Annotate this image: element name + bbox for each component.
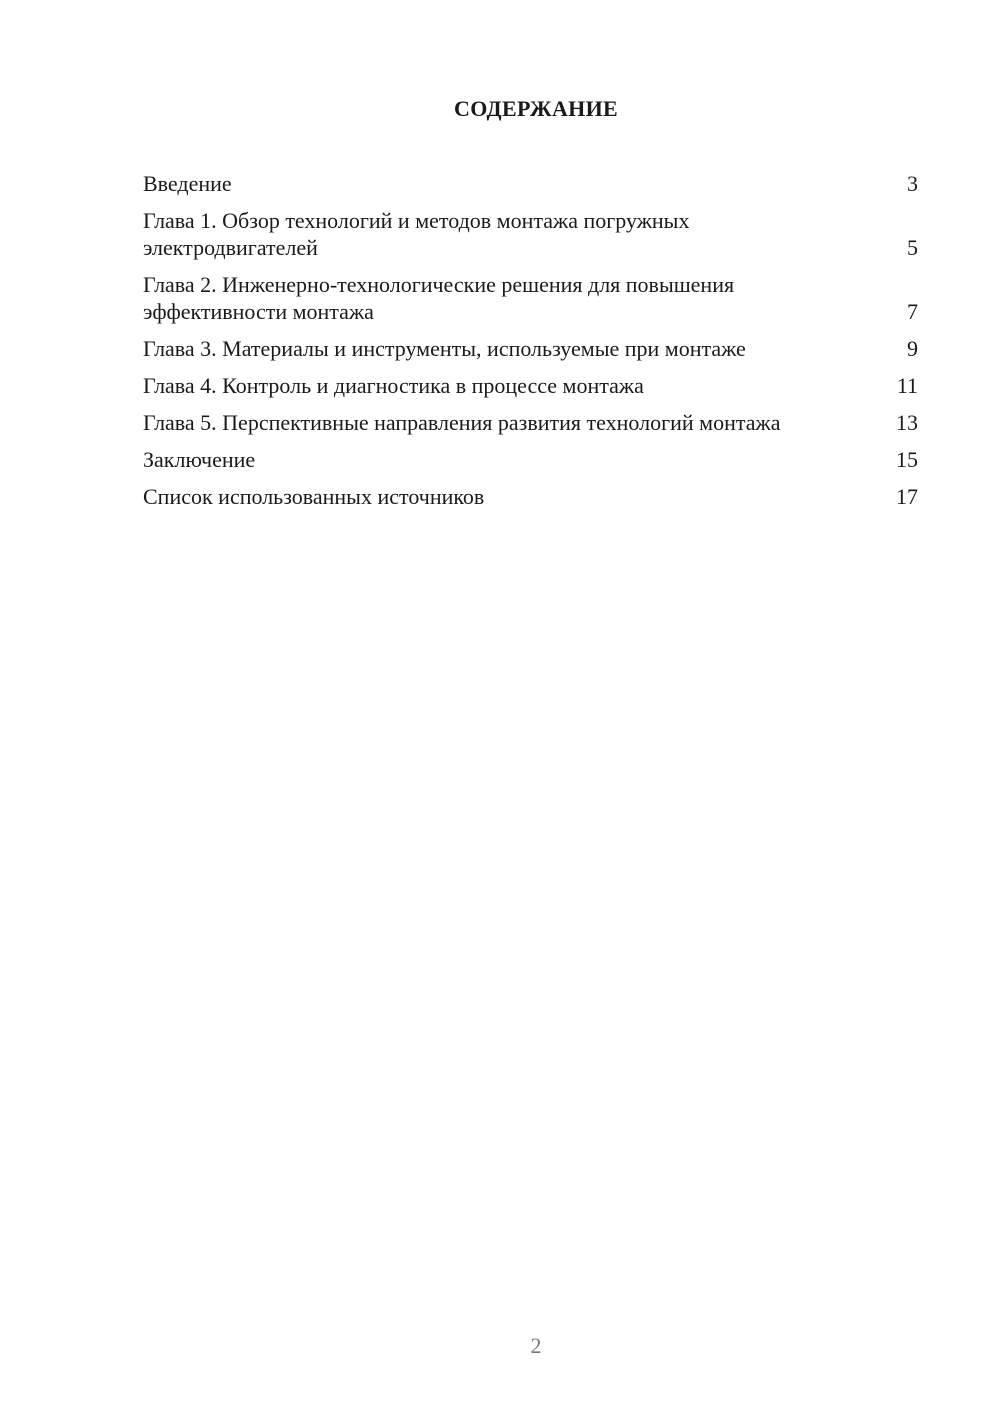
toc-entry-chapter-2[interactable]: [143, 271, 918, 325]
page-number: 2: [530, 1333, 542, 1358]
toc-entry-page: 9: [907, 336, 918, 361]
toc-entry-page: 13: [896, 410, 918, 435]
toc-entry-label: Глава 2. Инженерно-технологические решения для повышения эффективности монтажа: [143, 272, 735, 324]
toc-entry-label: Заключение: [143, 447, 256, 472]
toc-entry-page: 11: [896, 373, 918, 398]
toc-entry-label: Глава 4. Контроль и диагностика в процессе монтажа: [143, 373, 644, 398]
toc-entry-conclusion[interactable]: [143, 446, 918, 473]
table-of-contents: [143, 170, 918, 520]
toc-entry-page: 5: [907, 235, 918, 260]
toc-entry-page: 7: [907, 299, 918, 324]
toc-entry-label: Глава 5. Перспективные направления развития технологий монтажа: [143, 410, 781, 435]
toc-entry-introduction[interactable]: [143, 170, 918, 197]
toc-entry-label: Список использованных источников: [143, 484, 485, 509]
toc-entry-page: 3: [907, 171, 918, 196]
toc-entry-label: Введение: [143, 171, 232, 196]
toc-entry-chapter-4[interactable]: [143, 372, 918, 399]
toc-entry-page: 17: [896, 484, 918, 509]
toc-entry-references[interactable]: [143, 483, 918, 510]
toc-entry-label: Глава 1. Обзор технологий и методов монтажа погружных электродвигателей: [143, 208, 690, 260]
toc-entry-chapter-3[interactable]: [143, 335, 918, 362]
toc-entry-label: Глава 3. Материалы и инструменты, используемые при монтаже: [143, 336, 746, 361]
toc-entry-chapter-1[interactable]: [143, 207, 918, 261]
toc-entry-page: 15: [896, 447, 918, 472]
page-title: СОДЕРЖАНИЕ: [454, 96, 618, 121]
toc-entry-chapter-5[interactable]: [143, 409, 918, 436]
